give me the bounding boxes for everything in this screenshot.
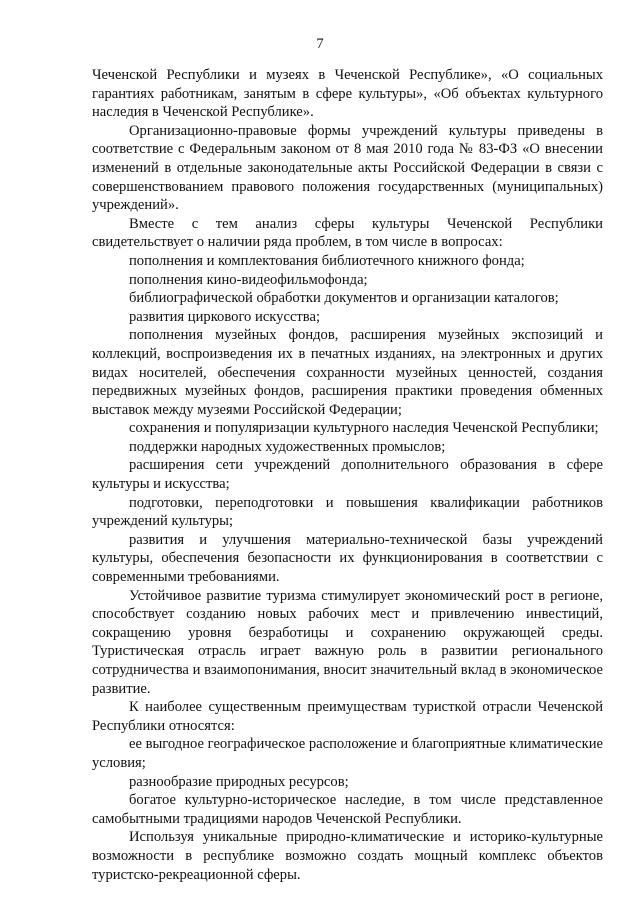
list-item: пополнения кино-видеофильмофонда; — [129, 271, 368, 288]
list-item: богатое культурно-историческое наследие, в том числе представленное самобытными традициями народов Чеченской Республики. — [92, 792, 603, 827]
body-text — [92, 66, 603, 884]
paragraph: Устойчивое развитие туризма стимулирует экономический рост в регионе, способствует созданию новых рабочих мест и привлечению инвестиций, сокращению уровня безработицы и сохранению окружающей среды. Туристическая отрасль играет важную роль в развитии регионального сотрудничества и взаимопонимания, вносит значительный вклад в экономическое развитие. — [92, 587, 603, 697]
paragraph: Чеченской Республики и музеях в Чеченской Республике», «О социальных гарантиях работникам, занятым в сфере культуры», «Об объектах культурного наследия в Чеченской Республике». — [92, 67, 603, 121]
paragraph: Используя уникальные природно-климатические и историко-культурные возможности в республике возможно создать мощный комплекс объектов туристско-рекреационной сферы. — [92, 829, 603, 883]
list-item: развития циркового искусства; — [129, 308, 321, 325]
list-item: библиографической обработки документов и организации каталогов; — [129, 290, 559, 307]
paragraph: К наиболее существенным преимуществам туристкой отрасли Чеченской Республики относятся: — [92, 699, 603, 734]
list-item: сохранения и популяризации культурного наследия Чеченской Республики; — [129, 420, 599, 437]
paragraph: Организационно-правовые формы учреждений культуры приведены в соответствие с Федеральным законом от 8 мая 2010 года № 83-ФЗ «О внесении изменений в отдельные законодательные акты Российской Федерации в связи с совершенствованием правового положения государственных (муниципальных) учреждений». — [92, 122, 603, 214]
list-item: ее выгодное географическое расположение и благоприятные климатические условия; — [92, 736, 603, 771]
list-item: пополнения музейных фондов, расширения музейных экспозиций и коллекций, воспроизведения их в печатных изданиях, на электронных и других видах носителей, обеспечения сохранности музейных ценностей, создания передвижных музейных фондов, расширения практики проведения обменных выставок между музеями Российской Федерации; — [92, 327, 603, 418]
list-item: расширения сети учреждений дополнительного образования в сфере культуры и искусства; — [92, 457, 603, 493]
list-item: разнообразие природных ресурсов; — [129, 773, 349, 790]
list-item: развития и улучшения материально-технической базы учреждений культуры, обеспечения безопасности их функционирования в соответствии с современными требованиями. — [92, 531, 603, 586]
list-item: подготовки, переподготовки и повышения квалификации работников учреждений культуры; — [92, 494, 603, 530]
list-item: пополнения и комплектования библиотечного книжного фонда; — [129, 252, 525, 269]
list-item: поддержки народных художественных промыслов; — [129, 438, 446, 455]
paragraph: Вместе с тем анализ сферы культуры Чеченской Республики свидетельствует о наличии ряда проблем, в том числе в вопросах: — [92, 215, 603, 251]
page-number: 7 — [316, 36, 324, 52]
